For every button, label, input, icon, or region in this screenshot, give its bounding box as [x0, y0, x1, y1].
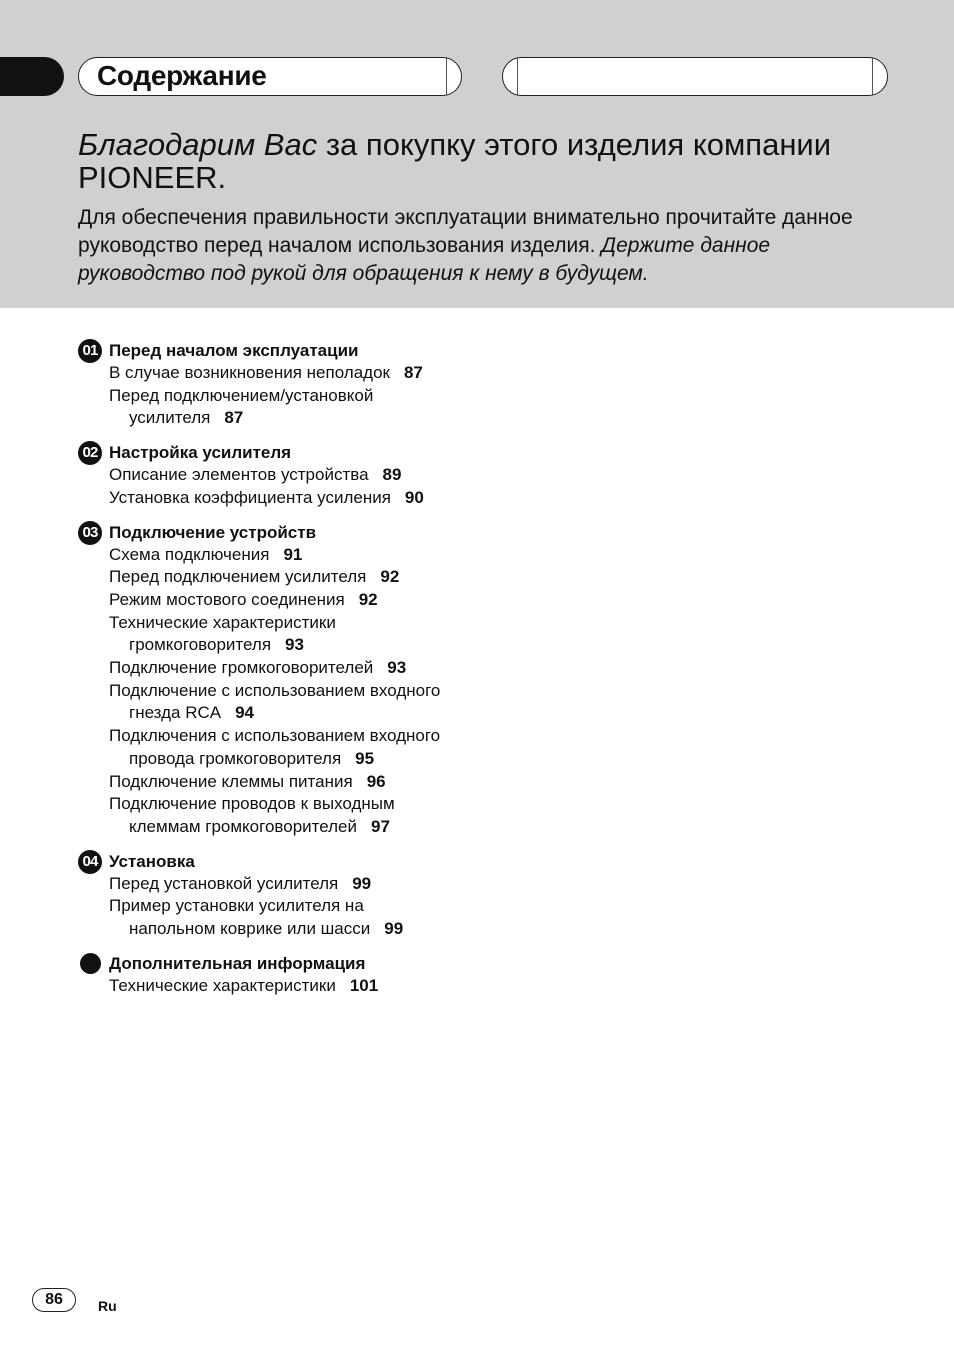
toc-entry-text: Пример установки усилителя на [109, 896, 364, 916]
toc-entry-text: Подключение громкоговорителей [109, 658, 374, 678]
page-title: Содержание [97, 60, 267, 91]
toc-section-title[interactable]: Установка [109, 851, 195, 871]
toc-entry-line [109, 975, 489, 998]
toc-section-heading [0, 338, 954, 362]
toc-entry-line [109, 873, 489, 896]
toc-section [0, 849, 954, 941]
toc-page-number: 101 [349, 975, 379, 995]
toc-entry[interactable] [109, 725, 489, 770]
toc-entry-line [109, 362, 489, 385]
toc-entry[interactable] [109, 657, 489, 680]
toc-entry-continuation [109, 634, 489, 657]
toc-section-heading [0, 849, 954, 873]
chapter-number-badge: 02 [78, 441, 102, 465]
toc-entry-text: Установка коэффициента усиления [109, 487, 391, 507]
intro-paragraph [78, 204, 878, 288]
toc-entry[interactable] [109, 873, 489, 896]
toc-page-number: 87 [403, 363, 423, 382]
toc-entry-line [109, 487, 489, 510]
toc-entry-continuation [109, 748, 489, 771]
toc-entry-line [109, 464, 489, 487]
toc-page-number: 99 [384, 919, 404, 939]
toc-entry-text-cont: громкоговорителя [129, 635, 272, 655]
toc-entry[interactable] [109, 487, 489, 510]
chapter-number-badge: 01 [78, 339, 102, 363]
toc-entry-text-cont: гнезда RCA [129, 703, 222, 723]
toc-page-number: 87 [224, 408, 244, 428]
toc-entry[interactable] [109, 589, 489, 612]
headline [78, 128, 908, 194]
toc-entry[interactable] [109, 975, 489, 998]
toc-page-number: 91 [283, 544, 303, 564]
toc-entry[interactable] [109, 680, 489, 725]
table-of-contents [0, 338, 954, 1007]
toc-entry-text: Режим мостового соединения [109, 589, 345, 609]
toc-entry-text: Подключение клеммы питания [109, 771, 353, 791]
toc-entry[interactable] [109, 362, 489, 385]
toc-entry-line [109, 725, 489, 748]
toc-entry-line [109, 566, 489, 589]
page-number: 86 [32, 1288, 76, 1312]
toc-entry-line [109, 793, 489, 816]
toc-entry-line [109, 589, 489, 612]
toc-page-number: 96 [366, 771, 386, 791]
toc-section [0, 338, 954, 430]
toc-entry-text: Подключение с использованием входного [109, 680, 441, 700]
headline-rest: за покупку этого изделия компании PIONEER. [78, 127, 832, 195]
toc-page-number: 93 [285, 635, 304, 655]
toc-entry-text: Технические характеристики [109, 612, 336, 632]
toc-page-number: 92 [358, 589, 378, 609]
intro-italic: Держите данное руководство под рукой для обращения к нему в будущем. [78, 234, 771, 285]
section-tab-marker [0, 57, 64, 96]
toc-entry[interactable] [109, 464, 489, 487]
toc-entry[interactable] [109, 566, 489, 589]
toc-entry-text: Перед установкой усилителя [109, 873, 339, 893]
headline-italic: Благодарим Вас [78, 127, 318, 162]
toc-section-title[interactable]: Дополнительная информация [109, 953, 366, 973]
toc-entry-line [109, 612, 489, 635]
toc-entry[interactable] [109, 385, 489, 430]
toc-entry-text-cont: напольном коврике или шасси [129, 919, 371, 939]
toc-page-number: 94 [235, 703, 255, 723]
toc-entry-continuation [109, 918, 489, 941]
title-frame [78, 57, 462, 96]
toc-page-number: 95 [355, 748, 375, 768]
toc-entry-text: Перед подключением/установкой [109, 385, 374, 405]
toc-entry-line [109, 544, 489, 567]
toc-section [0, 951, 954, 998]
toc-entry-continuation [109, 407, 489, 430]
toc-entry[interactable] [109, 771, 489, 794]
toc-entry-text: Технические характеристики [109, 975, 336, 995]
toc-section [0, 440, 954, 509]
toc-entry-continuation [109, 816, 489, 839]
toc-section-heading [0, 440, 954, 464]
toc-entry-line [109, 680, 489, 703]
toc-page-number: 89 [382, 465, 402, 485]
toc-entry-text: Подключения с использованием входного [109, 726, 441, 746]
toc-entry-text: Перед подключением усилителя [109, 567, 367, 587]
toc-section-title[interactable]: Настройка усилителя [109, 443, 292, 463]
toc-section [0, 520, 954, 839]
toc-entry-text: Описание элементов устройства [109, 465, 369, 485]
toc-page-number: 90 [404, 487, 424, 507]
toc-page-number: 92 [380, 567, 400, 587]
toc-entry-line [109, 385, 489, 408]
toc-entry-text: Подключение проводов к выходным [109, 794, 395, 814]
chapter-number-badge: 03 [78, 521, 102, 545]
toc-entry-line [109, 895, 489, 918]
toc-section-heading [0, 520, 954, 544]
toc-entry-text: Схема подключения [109, 544, 270, 564]
toc-entry-line [109, 771, 489, 794]
toc-section-heading [0, 951, 954, 975]
toc-entry-text-cont: усилителя [129, 408, 211, 428]
toc-page-number: 99 [352, 873, 372, 893]
chapter-number-badge: 04 [78, 850, 102, 874]
toc-entry[interactable] [109, 895, 489, 940]
toc-page-number: 97 [371, 816, 390, 836]
toc-entry[interactable] [109, 612, 489, 657]
toc-entry-text-cont: провода громкоговорителя [129, 748, 342, 768]
intro-plain: Для обеспечения правильности эксплуатации внимательно прочитайте данное руководство перед началом использования изделия. [78, 206, 853, 257]
toc-entry[interactable] [109, 793, 489, 838]
toc-section-title[interactable]: Перед началом эксплуатации [109, 341, 359, 360]
toc-section-title[interactable]: Подключение устройств [109, 522, 317, 542]
toc-entry[interactable] [109, 544, 489, 567]
toc-entry-text: В случае возникновения неполадок [109, 363, 390, 382]
empty-title-frame [502, 57, 888, 96]
toc-entry-continuation [109, 702, 489, 725]
toc-page-number: 93 [387, 658, 407, 678]
chapter-number-badge [80, 953, 101, 974]
toc-entry-line [109, 657, 489, 680]
language-code: Ru [98, 1298, 117, 1314]
toc-entry-text-cont: клеммам громкоговорителей [129, 816, 358, 836]
